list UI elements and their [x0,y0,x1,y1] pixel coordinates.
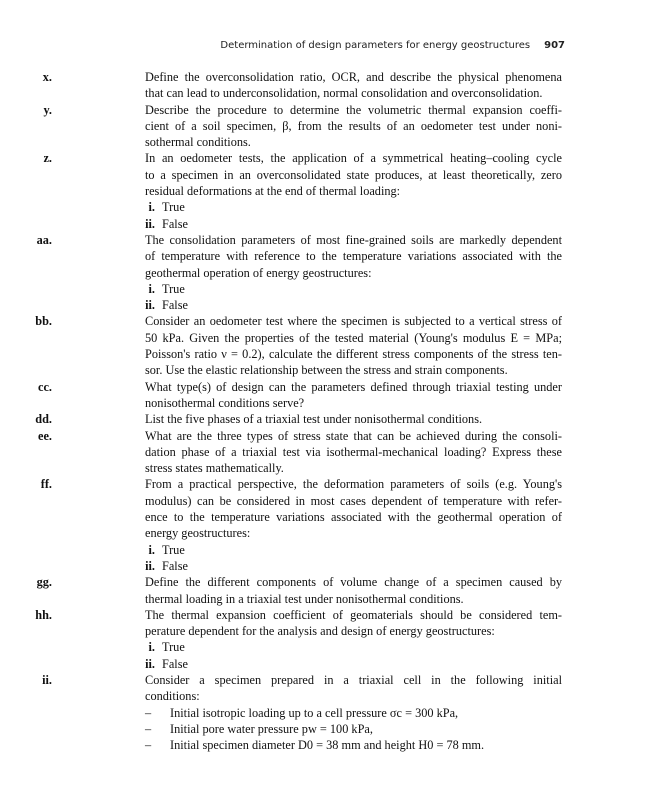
option-text: False [162,216,188,231]
question-line: stress states mathematically. [145,461,284,476]
question-y [0,102,562,151]
question-label: dd. [35,412,52,427]
answer-option [0,558,648,574]
question-line: Define the overconsolidation ratio, OCR, and describe the physical phenomena [145,70,562,84]
question-ii [0,672,562,705]
question-label: z. [43,151,52,166]
question-line: conditions: [145,689,200,704]
condition-bullet [0,721,648,737]
answer-option [0,542,648,558]
question-label: y. [43,102,52,117]
option-text: True [162,542,185,557]
answer-option [0,216,648,232]
question-line: What are the three types of stress state that can be achieved during the consoli- [145,428,562,443]
option-label: i. [148,542,155,557]
question-line: What type(s) of design can the parameters defined through triaxial testing under [145,379,562,394]
question-gg [0,574,562,607]
option-text: True [162,281,185,296]
question-hh [0,607,562,640]
question-label: ee. [38,428,52,443]
question-line: The thermal expansion coefficient of geomaterials should be considered tem- [145,607,562,622]
dash-bullet-icon: – [145,705,152,720]
option-text: True [162,200,185,215]
option-label: ii. [145,656,155,671]
question-aa [0,232,562,281]
question-bb [0,313,562,378]
condition-bullet [0,737,648,753]
question-label: hh. [35,607,52,622]
option-text: False [162,558,188,573]
option-text: True [162,640,185,655]
question-line: Consider a specimen prepared in a triaxial cell in the following initial [145,672,562,687]
question-line: dation phase of a triaxial test via isothermal-mechanical loading? Express these [145,444,562,459]
option-label: i. [148,200,155,215]
question-line: In an oedometer tests, the application of a symmetrical heating–cooling cycle [145,151,562,166]
option-label: ii. [145,298,155,313]
question-z [0,150,562,199]
question-label: ff. [40,477,52,492]
question-dd [0,411,562,427]
option-label: ii. [145,216,155,231]
question-label: ii. [42,672,52,687]
question-line: Define the different components of volume change of a specimen caused by [145,575,562,590]
question-line: 50 kPa. Given the properties of the tested material (Young's modulus E = MPa; [145,330,562,345]
answer-option [0,297,648,313]
bullet-text: Initial specimen diameter D0 = 38 mm and height H0 = 78 mm. [170,738,485,753]
question-line: that can lead to underconsolidation, normal consolidation and overconsolidation. [145,86,543,101]
option-label: i. [148,281,155,296]
running-head [0,40,565,51]
question-line: energy geostructures: [145,526,251,541]
question-line: sor. Use the elastic relationship between the stress and strain components. [145,363,508,378]
question-cc [0,379,562,412]
question-line: Describe the procedure to determine the volumetric thermal expansion coeffi- [145,102,562,117]
question-ee [0,428,562,477]
question-line: Poisson's ratio ν = 0.2), calculate the different stress components of the stress ten- [145,347,562,362]
running-title: Determination of design parameters for energy geostructures [220,40,531,51]
question-line: cient of a soil specimen, β, from the results of an oedometer test under noni- [145,118,562,133]
question-line: Consider an oedometer test where the specimen is subjected to a vertical stress of [145,314,562,329]
question-line: modulus) can be considered in most cases dependent of temperature with refer- [145,493,562,508]
question-line: residual deformations at the end of thermal loading: [145,184,401,199]
dash-bullet-icon: – [145,721,152,736]
option-label: ii. [145,558,155,573]
question-label: bb. [35,314,52,329]
exercise-list [0,69,648,753]
question-line: to a specimen in an overconsolidated state produces, at least theoretically, zero [145,167,562,182]
condition-bullet [0,705,648,721]
question-ff [0,476,562,541]
page-number: 907 [544,40,565,51]
answer-option [0,639,648,655]
question-line: perature dependent for the analysis and design of energy geostructures: [145,624,495,639]
bullet-text: Initial isotropic loading up to a cell pressure σc = 300 kPa, [170,705,459,720]
question-line: From a practical perspective, the deformation parameters of soils (e.g. Young's [145,477,562,492]
question-label: cc. [38,379,52,394]
answer-option [0,199,648,215]
option-text: False [162,656,188,671]
bullet-text: Initial pore water pressure pw = 100 kPa, [170,721,373,736]
question-label: aa. [36,232,52,247]
question-line: The consolidation parameters of most fine-grained soils are markedly dependent [145,232,562,247]
question-line: List the five phases of a triaxial test under nonisothermal conditions. [145,412,483,427]
question-line: ence to the temperature variations associated with the geothermal operation of [145,510,562,525]
option-text: False [162,298,188,313]
question-label: gg. [36,575,52,590]
question-line: of temperature with reference to the temperature variations associated with the [145,249,562,264]
question-x [0,69,562,102]
option-label: i. [148,640,155,655]
question-line: sothermal conditions. [145,135,251,150]
answer-option [0,656,648,672]
question-label: x. [42,70,52,84]
answer-option [0,281,648,297]
question-line: geothermal operation of energy geostructures: [145,265,372,280]
dash-bullet-icon: – [145,738,152,753]
question-line: nonisothermal conditions serve? [145,395,305,410]
question-line: thermal loading in a triaxial test under nonisothermal conditions. [145,591,464,606]
